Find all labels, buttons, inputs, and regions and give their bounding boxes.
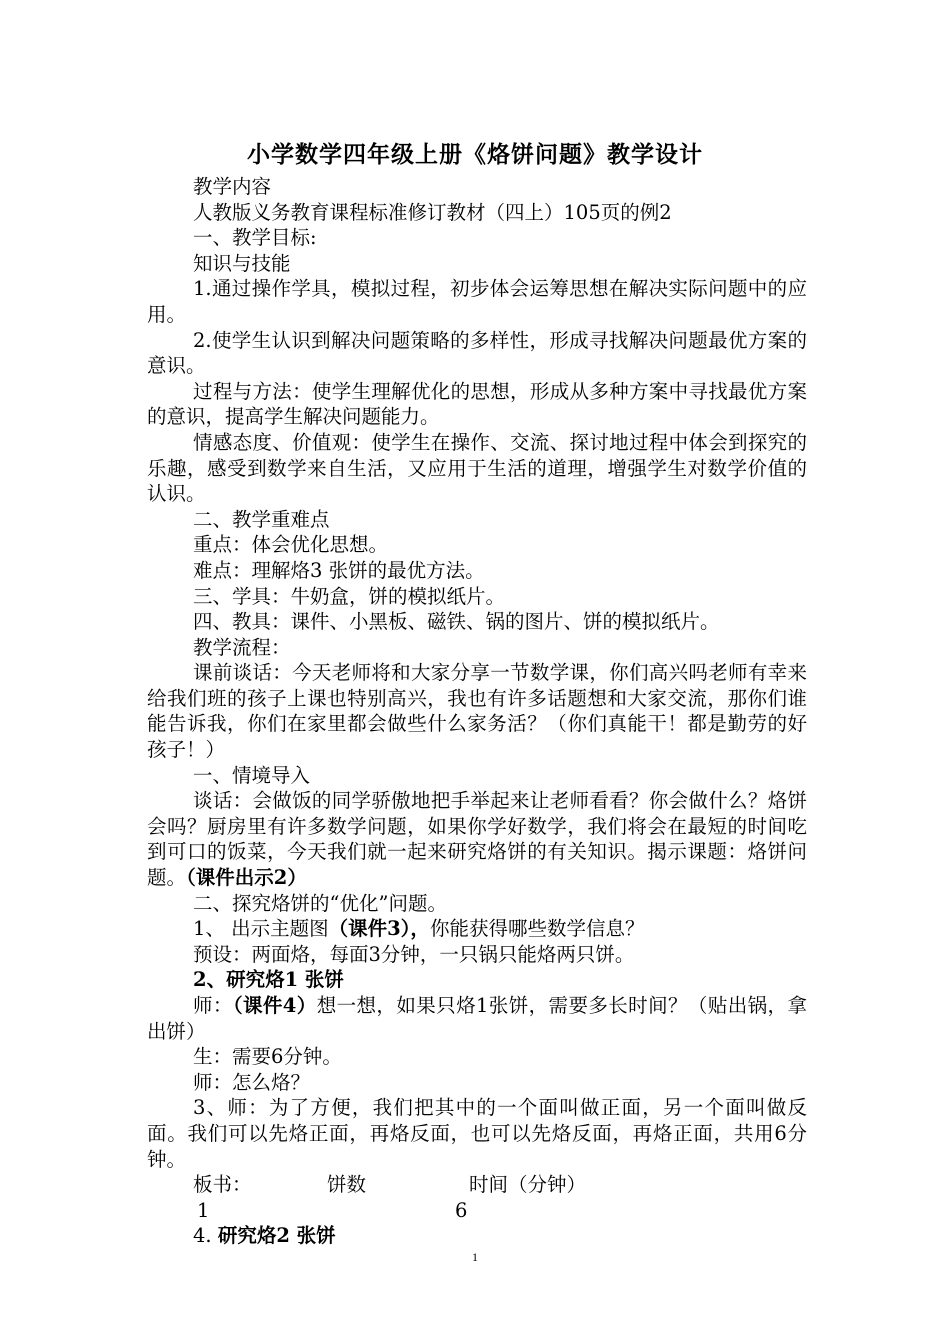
section-heading-intro: 一、情境导入 [193,763,311,787]
section-heading-objectives: 一、教学目标: [193,226,317,250]
objective-2: 2.使学生认识到解决问题策略的多样性，形成寻找解决问题最优方案的意识。 [147,328,807,378]
step-1 [147,916,807,942]
teacher-question-1 [147,993,807,1044]
teacher-prefix: 师： [193,994,233,1017]
student-answer: 生：需要6分钟。 [193,1045,342,1069]
teaching-tools: 四、教具：课件、小黑板、磁铁、锅的图片、饼的模拟纸片。 [193,610,720,634]
pre-class-talk: 课前谈话：今天老师将和大家分享一节数学课，你们高兴吗老师有幸来给我们班的孩子上课也特别高兴，我也有许多话题想和大家交流，那你们谁能告诉我，你们在家里都会做些什么家务活？（你们真能干！都是勤劳的好孩子！） [147,661,807,762]
learning-tools: 三、学具：牛奶盒，饼的模拟纸片。 [193,584,506,608]
section-heading-key-points: 二、教学重难点 [193,507,330,531]
teacher-question-2: 师：怎么烙？ [193,1070,311,1094]
step-3: 3、师：为了方便，我们把其中的一个面叫做正面，另一个面叫做反面。我们可以先烙正面，再烙反面，也可以先烙反面，再烙正面，共用6分钟。 [147,1096,807,1171]
document-title: 小学数学四年级上册《烙饼问题》教学设计 [247,141,703,168]
subheading-knowledge-skills: 知识与技能 [193,251,291,275]
section-heading-content: 教学内容 [193,175,272,198]
intro-talk-text: 谈话：会做饭的同学骄傲地把手举起来让老师看看？你会做什么？烙饼会吗？厨房里有许多数学问题，如果你学好数学，我们将会在最短的时间吃到可口的饭菜，今天我们就一起来研究烙饼的有关知识。揭示课题：烙饼问题。 [147,789,807,890]
courseware-3-label: （课件3）， [328,917,430,941]
process-method: 过程与方法：使学生理解优化的思想，形成从多种方案中寻找最优方案的意识，提高学生解决问题能力。 [147,379,807,429]
step-1-text: 1、 出示主题图 [193,917,329,941]
emotion-attitude: 情感态度、价值观：使学生在操作、交流、探讨地过程中体会到探究的乐趣，感受到数学来自生活，又应用于生活的道理，增强学生对数学价值的认识。 [147,430,807,506]
objective-1: 1.通过操作学具，模拟过程，初步体会运筹思想在解决实际问题中的应用。 [147,277,807,326]
board-label: 板书： [193,1173,252,1197]
step-4-title: 研究烙2 张饼 [217,1224,336,1248]
step-4-heading [147,1223,807,1249]
courseware-2-label: （课件出示2） [186,866,307,890]
difficult-point: 难点：理解烙3 张饼的最优方法。 [193,558,485,582]
teacher-question-text: 想一想，如果只烙1张饼，需要多长时间？（贴出锅，拿出饼） [147,994,807,1043]
section-heading-explore: 二、探究烙饼的“优化”问题。 [193,891,447,915]
section-heading-flow: 教学流程： [193,635,291,659]
step-4-number: 4. [193,1224,212,1248]
courseware-4-label: （课件4） [232,994,317,1017]
preset-answer: 预设：两面烙，每面3分钟，一只锅只能烙两只饼。 [193,942,635,966]
content-description: 人教版义务教育课程标准修订教材（四上）105页的例2 [193,200,672,224]
board-col-cakes: 饼数 [327,1173,367,1197]
intro-talk [147,788,807,890]
board-col-time: 时间（分钟） [469,1173,587,1197]
step-1-question: 你能获得哪些数学信息？ [429,917,645,941]
blackboard-table-header [147,1172,807,1198]
board-value-time: 6 [455,1198,468,1222]
board-value-cakes: 1 [197,1198,210,1222]
key-point: 重点：体会优化思想。 [193,533,389,557]
document-body [147,174,807,1249]
page-number: 1 [472,1250,478,1264]
blackboard-table-row [147,1198,807,1224]
step-2-heading: 2、研究烙1 张饼 [193,968,344,992]
